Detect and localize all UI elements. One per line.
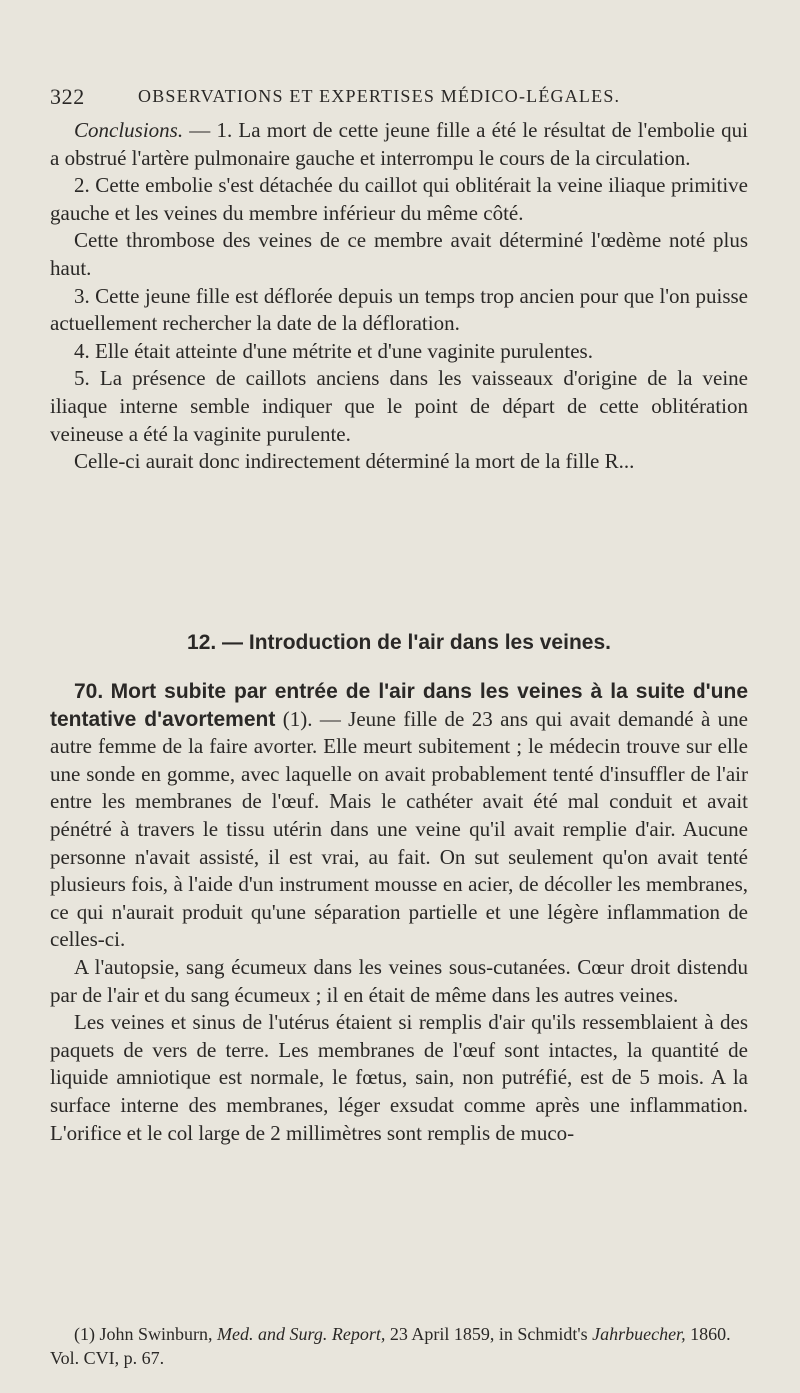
conclusions-paragraph-4: 3. Cette jeune fille est déflorée depuis un temps trop ancien pour que l'on puisse actuellement rechercher la date de la défloration.	[50, 283, 748, 336]
case-text-1: (1). — Jeune fille de 23 ans qui avait demandé à une autre femme de la faire avorter. Elle meurt subitement ; le médecin trouve sur elle une sonde en gomme, avec laquelle on avait probablement tenté d'insuffler de l'air entre les membranes de l'œuf. Mais le cathéter avait été mal conduit et avait pénétré à travers le tissu utérin dans une veine qu'il avait remplie d'air. Aucune personne n'avait assisté, il est vrai, au fait. On sut seulement qu'on avait tenté plusieurs fois, à l'aide d'un instrument mousse en acier, de décoller les membranes, ce qui n'aurait produit qu'une séparation partielle et une légère inflammation de celles-ci.	[50, 706, 749, 952]
footnote-end: 1860. Vol. CVI, p. 67.	[50, 1324, 731, 1368]
conclusions-label: Conclusions.	[74, 118, 184, 142]
conclusions-text-1: — 1. La mort de cette jeune fille a été le résultat de l'embolie qui a obstrué l'artère pulmonaire gauche et interrompu le cours de la circulation.	[50, 118, 748, 170]
page-number: 322	[50, 84, 85, 109]
conclusions-paragraph-5: 4. Elle était atteinte d'une métrite et d'une vaginite purulentes.	[74, 338, 593, 363]
footnote	[50, 1322, 748, 1370]
footnote-jahrbuecher: Jahrbuecher,	[592, 1324, 686, 1344]
footnote-marker: (1)	[74, 1324, 95, 1344]
case-paragraph-2: A l'autopsie, sang écumeux dans les veines sous-cutanées. Cœur droit distendu par de l'air et du sang écumeux ; il en était de même dans les autres veines.	[50, 954, 748, 1007]
running-title: OBSERVATIONS ET EXPERTISES MÉDICO-LÉGALES.	[138, 86, 621, 106]
case-number: 70.	[74, 680, 104, 703]
section-heading: 12. — Introduction de l'air dans les veines.	[187, 631, 611, 654]
footnote-author: John Swinburn,	[95, 1324, 218, 1344]
conclusions-block	[50, 117, 748, 476]
conclusions-paragraph-6: 5. La présence de caillots anciens dans les vaisseaux d'origine de la veine iliaque interne semble indiquer que le point de départ de cette oblitération veineuse a été la vaginite purulente.	[50, 366, 748, 446]
case-block	[50, 678, 748, 1147]
footnote-detail: 23 April 1859, in Schmidt's	[385, 1324, 593, 1344]
case-title: Mort subite par entrée de l'air dans les veines à la suite d'une tentative d'avortement	[50, 680, 748, 731]
case-paragraph-3: Les veines et sinus de l'utérus étaient si remplis d'air qu'ils ressemblaient à des paquets de vers de terre. Les membranes de l'œuf sont intactes, la quantité de liquide amniotique est normale, le fœtus, sain, non putréfié, est de 5 mois. A la surface interne des membranes, léger exsudat comme après une inflammation. L'orifice et le col large de 2 millimètres sont remplis de muco-	[50, 1010, 748, 1145]
footnote-journal: Med. and Surg. Report,	[217, 1324, 386, 1344]
conclusions-paragraph-1	[50, 117, 748, 172]
conclusions-paragraph-2: 2. Cette embolie s'est détachée du caillot qui oblitérait la veine iliaque primitive gauche et les veines du membre inférieur du même côté.	[50, 173, 748, 225]
conclusions-paragraph-3: Cette thrombose des veines de ce membre avait déterminé l'œdème noté plus haut.	[50, 228, 748, 280]
conclusions-paragraph-7: Celle-ci aurait donc indirectement déterminé la mort de la fille R...	[74, 449, 635, 474]
footnote-text	[50, 1322, 748, 1370]
case-paragraph-1	[50, 678, 748, 954]
